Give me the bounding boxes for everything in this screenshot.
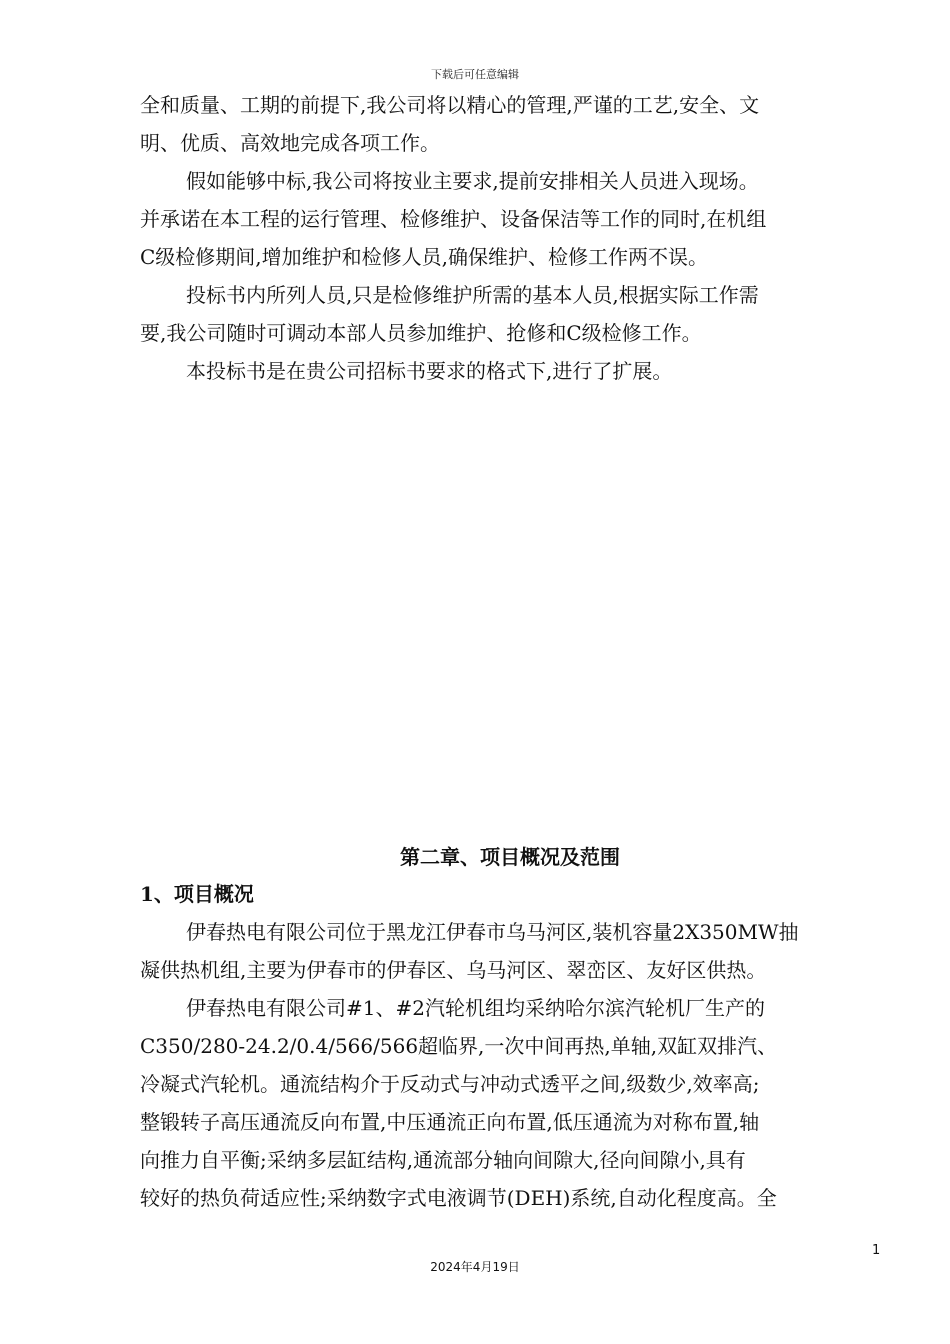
section-title: 1、项目概况 <box>140 882 254 906</box>
text-line: 并承诺在本工程的运行管理、检修维护、设备保洁等工作的同时,在机组 <box>140 207 767 231</box>
text-line: 冷凝式汽轮机。通流结构介于反动式与冲动式透平之间,级数少,效率高; <box>140 1072 760 1096</box>
text-line: 投标书内所列人员,只是检修维护所需的基本人员,根据实际工作需 <box>186 283 759 307</box>
text-line: 伊春热电有限公司位于黑龙江伊春市乌马河区,装机容量2X350MW抽 <box>186 920 799 944</box>
text-line: 较好的热负荷适应性;采纳数字式电液调节(DEH)系统,自动化程度高。全 <box>140 1186 777 1210</box>
text-line: 全和质量、工期的前提下,我公司将以精心的管理,严谨的工艺,安全、文 <box>140 93 760 117</box>
text-line: 整锻转子高压通流反向布置,中压通流正向布置,低压通流为对称布置,轴 <box>140 1110 760 1134</box>
footer-date: 2024年4月19日 <box>430 1260 520 1274</box>
body-text-bottom <box>140 913 880 1217</box>
text-line: 要,我公司随时可调动本部人员参加维护、抢修和C级检修工作。 <box>140 321 702 345</box>
chapter-title: 第二章、项目概况及范围 <box>400 845 620 869</box>
body-text-top <box>140 86 880 390</box>
text-line: 伊春热电有限公司#1、#2汽轮机组均采纳哈尔滨汽轮机厂生产的 <box>186 996 765 1020</box>
page-header: 下载后可任意编辑 <box>431 68 519 81</box>
text-line: 明、优质、高效地完成各项工作。 <box>140 131 440 155</box>
text-line: 凝供热机组,主要为伊春市的伊春区、乌马河区、翠峦区、友好区供热。 <box>140 958 767 982</box>
text-line: C级检修期间,增加维护和检修人员,确保维护、检修工作两不误。 <box>140 245 709 269</box>
text-line: C350/280-24.2/0.4/566/566超临界,一次中间再热,单轴,双缸双排汽、 <box>140 1034 778 1058</box>
text-line: 向推力自平衡;采纳多层缸结构,通流部分轴向间隙大,径向间隙小,具有 <box>140 1148 746 1172</box>
page-number: 1 <box>872 1243 881 1258</box>
text-line: 本投标书是在贵公司招标书要求的格式下,进行了扩展。 <box>186 359 673 383</box>
text-line: 假如能够中标,我公司将按业主要求,提前安排相关人员进入现场。 <box>186 169 759 193</box>
